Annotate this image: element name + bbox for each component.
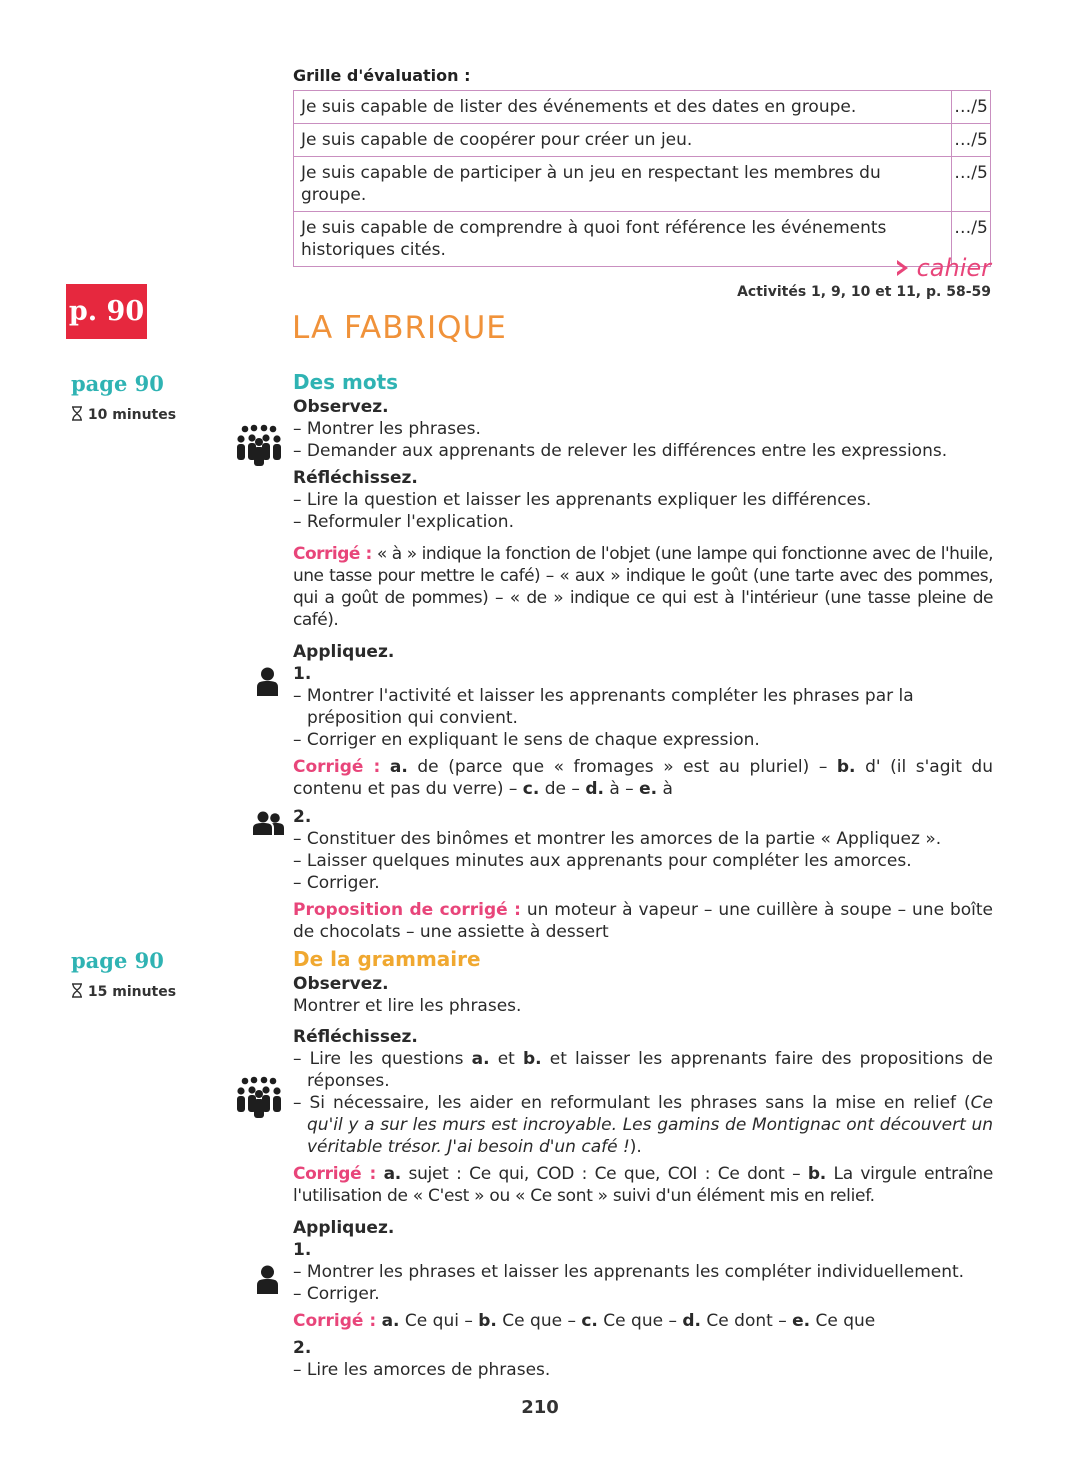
- table-cell: Je suis capable de coopérer pour créer un jeu.: [294, 124, 952, 157]
- chevron-right-icon: [895, 258, 911, 278]
- proposition-paragraph: [293, 899, 993, 943]
- item-letter: c.: [581, 1311, 598, 1331]
- corrige-text: à: [657, 779, 673, 799]
- text-fragment: ).: [629, 1137, 642, 1157]
- instruction-line: – Lire la question et laisser les apprenants expliquer les différences.: [293, 490, 872, 510]
- item-letter: a.: [471, 1049, 490, 1069]
- corrige-paragraph: [293, 756, 993, 800]
- group-icon: [236, 424, 282, 466]
- pair-icon: [253, 810, 284, 837]
- corrige-label: Corrigé :: [293, 544, 372, 564]
- page-reference: page 90: [71, 371, 164, 396]
- text-fragment: – Si nécessaire, les aider en reformulant les phrases sans la mise en relief (: [293, 1093, 971, 1113]
- item-letter: e.: [639, 779, 658, 799]
- corrige-label: Corrigé :: [293, 1311, 377, 1331]
- section-title: De la grammaire: [293, 947, 481, 971]
- exercise-number: 2.: [293, 807, 312, 827]
- cahier-label: cahier: [916, 254, 991, 282]
- score-cell: …/5: [952, 124, 991, 157]
- item-letter: d.: [682, 1311, 702, 1331]
- instruction-line: – Constituer des binômes et montrer les amorces de la partie « Appliquez ».: [293, 829, 942, 849]
- page-badge: p. 90: [66, 284, 147, 339]
- instruction-line: – Corriger.: [293, 1284, 380, 1304]
- step-label: Observez.: [293, 397, 389, 417]
- section-grammaire: [293, 947, 993, 1381]
- section-des-mots: [293, 370, 993, 943]
- text-fragment: et: [489, 1049, 523, 1069]
- section-title: Des mots: [293, 370, 399, 394]
- corrige-text: sujet : Ce qui, COD : Ce que, COI : Ce dont –: [400, 1164, 808, 1184]
- page-reference: page 90: [71, 948, 164, 973]
- corrige-text: « à » indique la fonction de l'objet (une lampe qui fonctionne avec de l'huile, une tasse pour mettre le café) – « aux » indique le goût (une tarte avec des pommes, qui a goût de pommes) – « de » indique ce qui est à l'intérieur (une tasse pleine de café).: [293, 544, 994, 630]
- table-cell: Je suis capable de participer à un jeu en respectant les membres du groupe.: [294, 157, 952, 212]
- step-label: Réfléchissez.: [293, 468, 418, 488]
- corrige-text: Ce que –: [597, 1311, 683, 1331]
- item-letter: a.: [381, 1311, 400, 1331]
- exercise-number: 1.: [293, 1240, 312, 1260]
- table-row: [294, 124, 991, 157]
- text-fragment: et laisser les apprenants faire des propositions de réponses.: [307, 1049, 993, 1091]
- exercise-number: 1.: [293, 664, 312, 684]
- instruction-line: – Montrer l'activité et laisser les apprenants compléter les phrases par la préposition qui convient.: [293, 686, 914, 728]
- step-label: Appliquez.: [293, 1218, 395, 1238]
- person-icon: [256, 667, 279, 696]
- evaluation-table: [293, 90, 991, 267]
- corrige-text: de –: [539, 779, 586, 799]
- corrige-text: Ce que: [810, 1311, 876, 1331]
- item-letter: e.: [792, 1311, 811, 1331]
- item-letter: b.: [807, 1164, 826, 1184]
- instruction-line: [293, 1092, 993, 1158]
- corrige-text: Ce que –: [496, 1311, 582, 1331]
- page-title: LA FABRIQUE: [292, 310, 507, 346]
- instruction-line: – Corriger.: [293, 873, 380, 893]
- instruction-line: – Montrer les phrases et laisser les apprenants les compléter individuellement.: [293, 1262, 965, 1282]
- corrige-text: Ce dont –: [701, 1311, 793, 1331]
- instruction-line: – Demander aux apprenants de relever les différences entre les expressions.: [293, 441, 948, 461]
- item-letter: a.: [383, 1164, 401, 1184]
- cahier-activities: Activités 1, 9, 10 et 11, p. 58-59: [737, 284, 991, 300]
- instruction-line: – Montrer les phrases.: [293, 419, 481, 439]
- item-letter: a.: [389, 757, 408, 777]
- duration-text: 10 minutes: [87, 407, 177, 423]
- person-icon: [256, 1265, 279, 1294]
- step-label: Appliquez.: [293, 642, 395, 662]
- duration: [71, 406, 176, 423]
- page-number: 210: [521, 1397, 559, 1418]
- corrige-paragraph: [293, 543, 993, 631]
- exercise-number: 2.: [293, 1338, 312, 1358]
- corrige-paragraph: [293, 1163, 993, 1207]
- cahier-heading: [737, 254, 991, 282]
- score-cell: …/5: [952, 212, 991, 267]
- item-letter: b.: [522, 1049, 542, 1069]
- corrige-text: Ce qui –: [399, 1311, 479, 1331]
- score-cell: …/5: [952, 91, 991, 124]
- text-fragment: – Lire les questions: [293, 1049, 472, 1069]
- hourglass-icon: [71, 406, 83, 421]
- table-row: [294, 91, 991, 124]
- example-text: Ce qu'il y a sur les murs est incroyable. Les gamins de Montignac ont découvert un véritable trésor. J'ai besoin d'un café !: [307, 1093, 993, 1157]
- duration: [71, 983, 176, 1000]
- table-cell: Je suis capable de lister des événements et des dates en groupe.: [294, 91, 952, 124]
- table-cell: Je suis capable de comprendre à quoi font référence les événements historiques cités.: [294, 212, 952, 267]
- corrige-text: d' (il s'agit du contenu et pas du verre) –: [293, 757, 994, 799]
- proposition-label: Proposition de corrigé :: [293, 900, 521, 920]
- item-letter: b.: [478, 1311, 497, 1331]
- corrige-text: La virgule entraîne l'utilisation de « C'est » ou « Ce sont » suivi d'un élément mis en relief.: [293, 1164, 994, 1206]
- cahier-reference: [737, 254, 991, 300]
- corrige-label: Corrigé :: [293, 1164, 376, 1184]
- corrige-text: de (parce que « fromages » est au pluriel) –: [407, 757, 837, 777]
- table-row: [294, 157, 991, 212]
- corrige-text: à –: [603, 779, 640, 799]
- evaluation-title: Grille d'évaluation :: [293, 66, 471, 85]
- step-label: Réfléchissez.: [293, 1027, 418, 1047]
- corrige-paragraph: [293, 1310, 993, 1332]
- instruction-line: – Laisser quelques minutes aux apprenants pour compléter les amorces.: [293, 851, 912, 871]
- proposition-text: un moteur à vapeur – une cuillère à soupe – une boîte de chocolats – une assiette à dessert: [293, 900, 993, 942]
- group-icon: [236, 1076, 282, 1118]
- hourglass-icon: [71, 983, 83, 998]
- step-label: Observez.: [293, 974, 389, 994]
- instruction-line: Montrer et lire les phrases.: [293, 996, 522, 1016]
- item-letter: d.: [585, 779, 604, 799]
- instruction-line: – Reformuler l'explication.: [293, 512, 514, 532]
- corrige-label: Corrigé :: [293, 757, 381, 777]
- duration-text: 15 minutes: [87, 984, 177, 1000]
- instruction-line: – Corriger en expliquant le sens de chaque expression.: [293, 730, 760, 750]
- score-cell: …/5: [952, 157, 991, 212]
- item-letter: b.: [836, 757, 856, 777]
- instruction-line: – Lire les amorces de phrases.: [293, 1360, 551, 1380]
- item-letter: c.: [522, 779, 540, 799]
- instruction-line: [293, 1048, 993, 1092]
